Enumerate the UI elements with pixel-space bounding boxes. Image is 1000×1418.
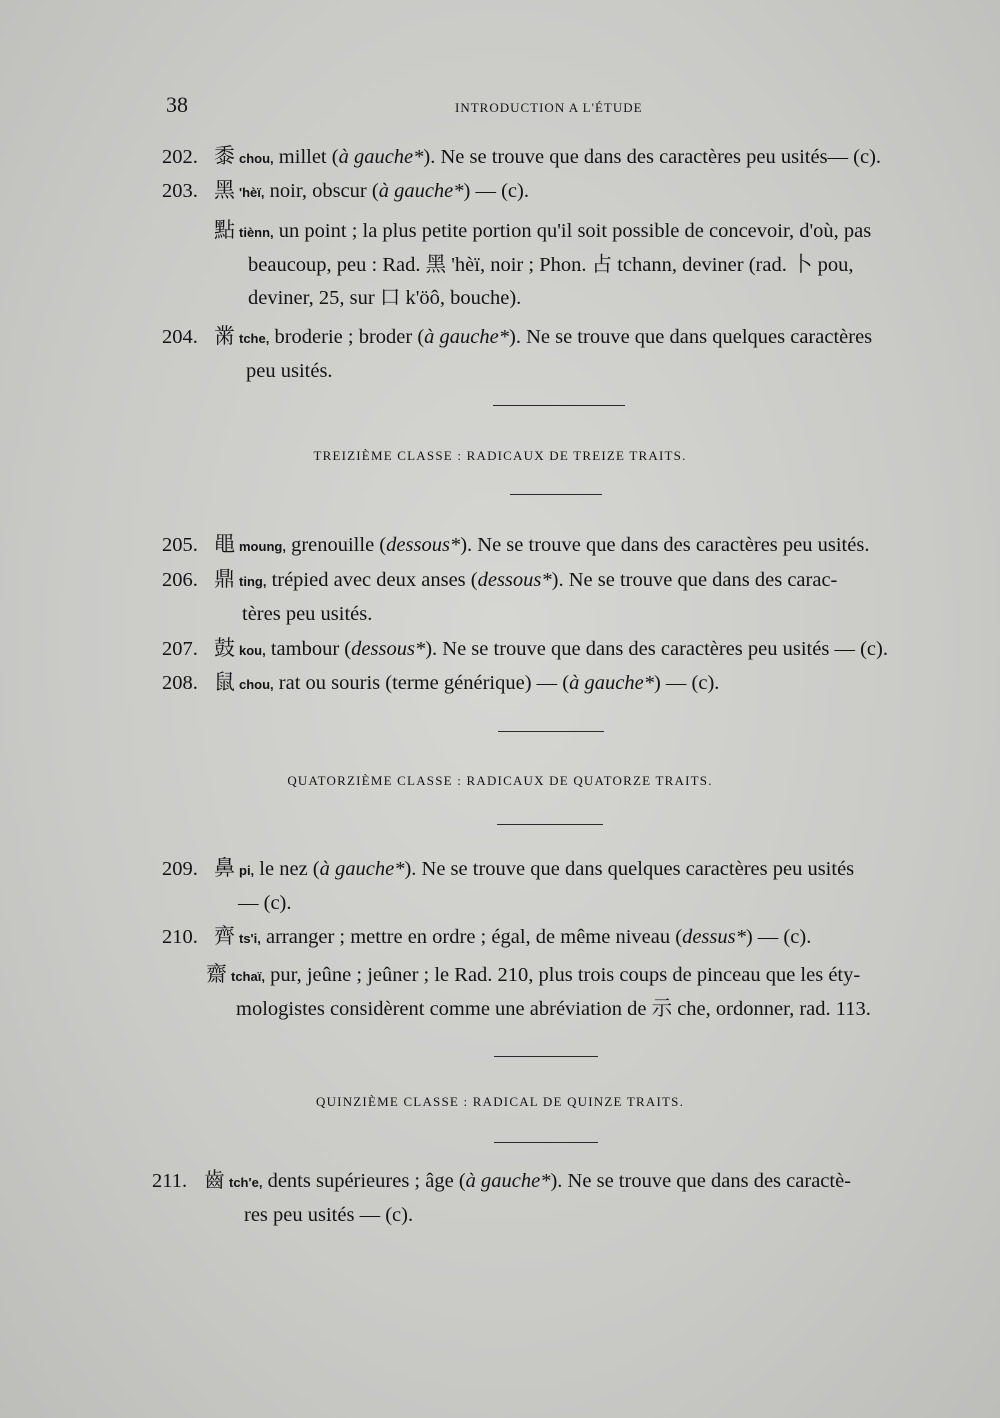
class-heading-15: QUINZIÈME CLASSE : RADICAL DE QUINZE TRAITS. [315, 1094, 685, 1109]
romanization: moung, [239, 539, 286, 554]
section-rule [494, 1056, 598, 1057]
romanization: pi, [239, 863, 255, 878]
definition-line: deviner, 25, sur 口 k'öô, bouche). [248, 287, 522, 309]
continuation-line: res peu usités — (c). [244, 1204, 414, 1226]
radical-char: 齊 [214, 924, 235, 948]
entry-number: 207. [162, 638, 198, 660]
radical-char: 鼎 [214, 567, 235, 591]
section-rule [510, 494, 602, 495]
definition-line: un point ; la plus petite portion qu'il soit possible de concevoir, d'où, pas [273, 220, 872, 242]
position-note: dessous* [477, 569, 552, 591]
section-rule [497, 824, 603, 825]
definition: broderie ; broder ( [269, 326, 425, 348]
radical-char: 黍 [214, 144, 235, 168]
entry-205 [162, 528, 960, 563]
romanization: tch'e, [229, 1175, 263, 1190]
entry-208 [162, 666, 960, 701]
entry-number: 206. [162, 569, 198, 591]
romanization: chou, [239, 151, 274, 166]
section-rule [494, 1142, 598, 1143]
entry-number: 210. [162, 926, 198, 948]
definition: dents supérieures ; âge ( [262, 1170, 466, 1192]
position-note: à gauche* [378, 180, 464, 202]
definition: le nez ( [254, 858, 320, 880]
definition: tambour ( [265, 638, 352, 660]
romanization: tiènn, [239, 225, 274, 240]
radical-char: 鼻 [214, 856, 235, 880]
running-head: INTRODUCTION A L'ÉTUDE [455, 100, 643, 115]
radical-char: 齒 [204, 1168, 225, 1192]
radical-char: 黑 [214, 178, 235, 202]
definition: noir, obscur ( [264, 180, 379, 202]
position-note: à gauche* [465, 1170, 551, 1192]
definition-line: pur, jeûne ; jeûner ; le Rad. 210, plus trois coups de pinceau que les éty- [264, 964, 861, 986]
definition-tail: ) — (c). [463, 180, 529, 202]
entry-number: 204. [162, 326, 198, 348]
radical-char: 黹 [214, 324, 235, 348]
definition-tail: ). Ne se trouve que dans des caractères peu usités— (c). [423, 146, 882, 168]
position-note: à gauche* [338, 146, 424, 168]
definition-line: mologistes considèrent comme une abréviation de 示 che, ordonner, rad. 113. [236, 998, 871, 1020]
romanization: tche, [239, 331, 270, 346]
definition-tail: ). Ne se trouve que dans des carac- [551, 569, 838, 591]
definition: trépied avec deux anses ( [266, 569, 478, 591]
continuation-line: peu usités. [246, 360, 333, 382]
radical-char: 鼠 [214, 670, 235, 694]
position-note: à gauche* [569, 672, 654, 694]
position-note: à gauche* [424, 326, 509, 348]
derived-char: 點 [214, 218, 235, 242]
entry-204 [162, 320, 960, 388]
romanization: 'hèï, [239, 185, 265, 200]
entry-number: 203. [162, 180, 198, 202]
entry-number: 211. [152, 1170, 188, 1192]
romanization: kou, [239, 643, 266, 658]
entry-202 [162, 140, 960, 175]
page-number: 38 [166, 92, 188, 117]
definition: millet ( [273, 146, 339, 168]
entry-206 [162, 563, 960, 631]
definition-line: beaucoup, peu : Rad. 黑 'hèï, noir ; Phon. 占 tchann, deviner (rad. 卜 pou, [248, 254, 854, 276]
definition-tail: ). Ne se trouve que dans des caractè- [550, 1170, 852, 1192]
romanization: ts'i, [239, 931, 261, 946]
romanization: tchaï, [231, 969, 265, 984]
continuation-line: — (c). [238, 892, 292, 914]
entry-209 [162, 852, 960, 920]
romanization: ting, [239, 574, 267, 589]
class-heading-14: QUATORZIÈME CLASSE : RADICAUX DE QUATORZE TRAITS. [287, 773, 713, 788]
radical-char: 黽 [214, 532, 235, 556]
sub-entry-203 [214, 214, 962, 315]
position-note: dessus* [682, 926, 746, 948]
definition: grenouille ( [285, 534, 387, 556]
definition: arranger ; mettre en ordre ; égal, de même niveau ( [260, 926, 683, 948]
definition-tail: ) — (c). [745, 926, 812, 948]
definition-tail: ) — (c). [653, 672, 720, 694]
continuation-line: tères peu usités. [242, 603, 373, 625]
entry-211 [152, 1164, 952, 1232]
entry-210 [162, 920, 960, 955]
definition-tail: ). Ne se trouve que dans des caractères peu usités — (c). [425, 638, 888, 660]
romanization: chou, [239, 677, 274, 692]
position-note: à gauche* [319, 858, 405, 880]
position-note: dessous* [351, 638, 426, 660]
position-note: dessous* [386, 534, 461, 556]
definition: rat ou souris (terme générique) — ( [273, 672, 570, 694]
sub-entry-210 [206, 958, 956, 1026]
section-rule [493, 405, 625, 406]
entry-number: 205. [162, 534, 198, 556]
entry-number: 202. [162, 146, 198, 168]
entry-203 [162, 174, 960, 209]
definition-tail: ). Ne se trouve que dans quelques caractères peu usités [404, 858, 855, 880]
entry-number: 209. [162, 858, 198, 880]
page-header [0, 92, 1000, 122]
definition-tail: ). Ne se trouve que dans quelques caractères [509, 326, 873, 348]
entry-number: 208. [162, 672, 198, 694]
section-rule [498, 731, 604, 732]
derived-char: 齋 [206, 962, 227, 986]
radical-char: 鼓 [214, 636, 235, 660]
definition-tail: ). Ne se trouve que dans des caractères peu usités. [460, 534, 870, 556]
entry-207 [162, 632, 960, 667]
class-heading-13: TREIZIÈME CLASSE : RADICAUX DE TREIZE TRAITS. [313, 448, 687, 463]
